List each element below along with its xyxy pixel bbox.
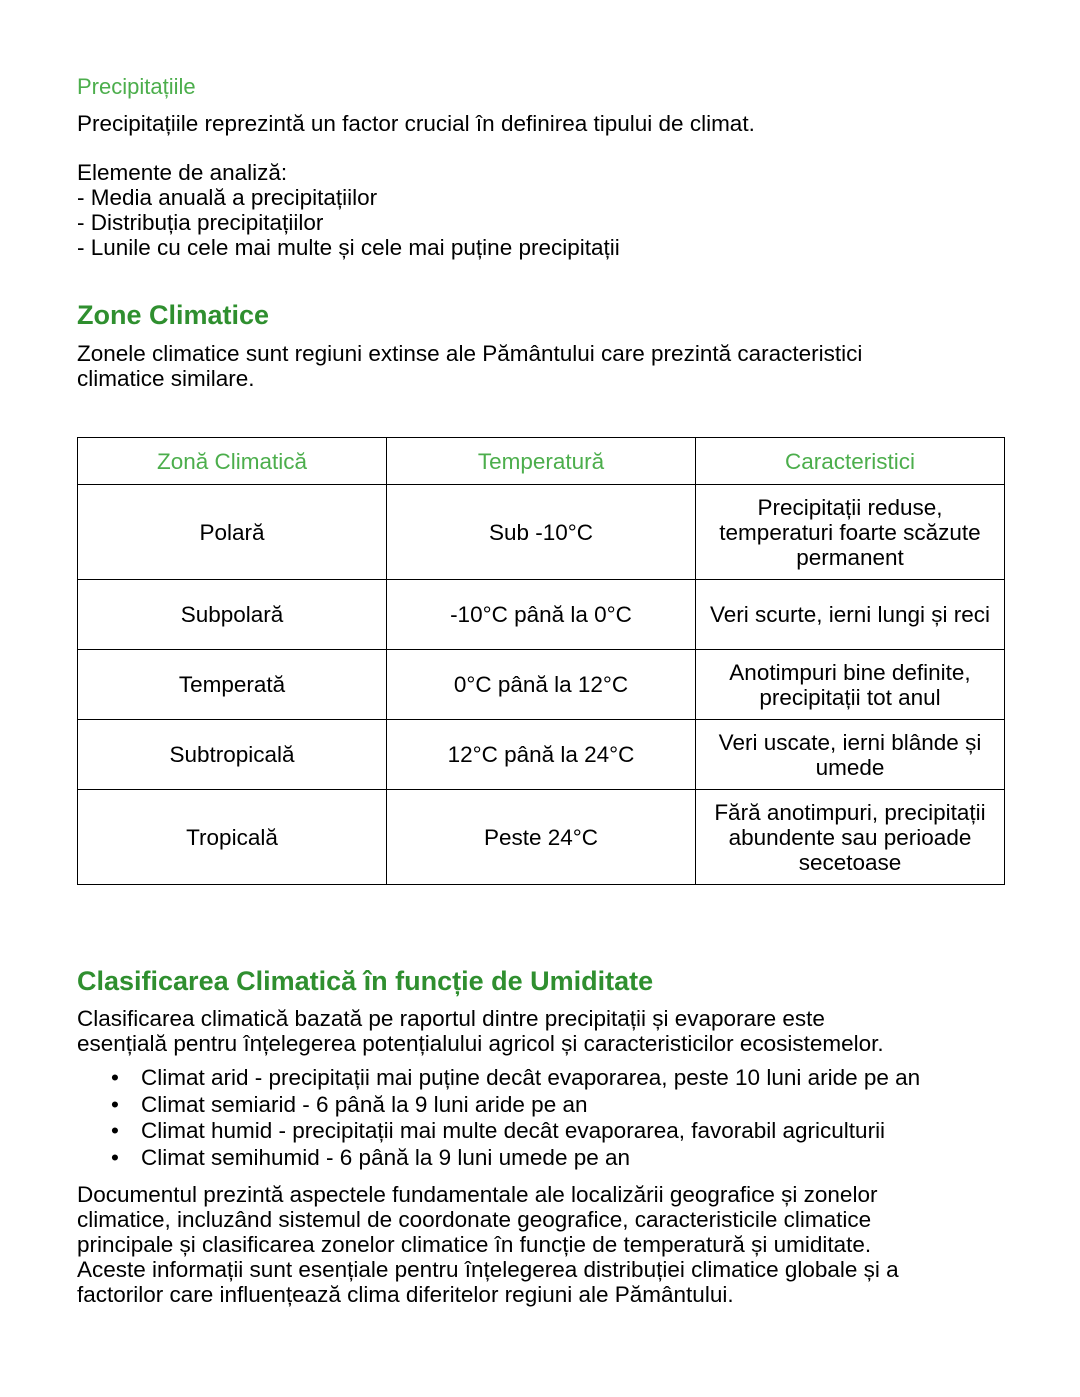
humidity-bullets-block [77,1065,1007,1171]
list-item-text: Climat arid - precipitații mai puține decât evaporarea, peste 10 luni aride pe an [141,1065,921,1090]
table-row [78,650,1005,720]
characteristics-cell: Anotimpuri bine definite, precipitații tot anul [696,650,1005,720]
zone-cell: Subpolară [78,580,387,650]
precipitation-intro: Precipitațiile reprezintă un factor crucial în definirea tipului de climat. [77,111,755,136]
bullet-icon: • [111,1144,119,1170]
zone-cell: Temperată [78,650,387,720]
summary-line: climatice, incluzând sistemul de coordonate geografice, caracteristicile climatice [77,1207,872,1232]
zone-cell: Subtropicală [78,720,387,790]
zones-heading: Zone Climatice [77,300,270,330]
zones-section [77,299,1007,331]
column-header-temperature: Temperatură [387,438,696,485]
temperature-cell: 0°C până la 12°C [387,650,696,720]
table-row [78,580,1005,650]
list-item [77,1145,1007,1172]
table-row [78,720,1005,790]
analysis-elements-title: Elemente de analiză: [77,160,288,185]
summary-line: Aceste informații sunt esențiale pentru înțelegerea distribuției climatice globale și a [77,1257,899,1282]
table-row [78,485,1005,580]
list-item [77,1118,1007,1145]
list-item [77,1065,1007,1092]
zone-cell: Tropicală [78,790,387,885]
column-header-zone: Zonă Climatică [78,438,387,485]
analysis-element-item: - Lunile cu cele mai multe și cele mai puține precipitații [77,235,620,260]
bullet-icon: • [111,1118,119,1143]
zone-cell: Polară [78,485,387,580]
characteristics-cell: Veri uscate, ierni blânde și umede [696,720,1005,790]
humidity-section [77,965,1007,997]
precipitation-intro-block [77,111,1007,136]
analysis-element-item: - Distribuția precipitațiilor [77,210,324,235]
list-item-text: Climat semiarid - 6 până la 9 luni aride pe an [141,1091,588,1117]
summary-paragraph [77,1182,1007,1307]
temperature-cell: -10°C până la 0°C [387,580,696,650]
precipitation-heading: Precipitațiile [77,74,196,99]
summary-line: Documentul prezintă aspectele fundamentale ale localizării geografice și zonelor [77,1182,878,1207]
humidity-intro-line: Clasificarea climatică bazată pe raportul dintre precipitații și evaporare este [77,1006,825,1031]
humidity-intro-block [77,1006,1007,1056]
summary-line: principale și clasificarea zonelor climatice în funcție de temperatură și umiditate. [77,1232,872,1257]
bullet-icon: • [111,1065,119,1090]
characteristics-cell: Veri scurte, ierni lungi și reci [696,580,1005,650]
list-item [77,1092,1007,1119]
analysis-elements [77,160,1007,260]
humidity-bullet-list [77,1065,1007,1171]
temperature-cell: Peste 24°C [387,790,696,885]
zones-intro-line: climatice similare. [77,366,255,391]
temperature-cell: 12°C până la 24°C [387,720,696,790]
zones-intro-block [77,341,1007,391]
characteristics-cell: Precipitații reduse, temperaturi foarte scăzute permanent [696,485,1005,580]
list-item-text: Climat semihumid - 6 până la 9 luni umede pe an [141,1144,631,1170]
zones-intro-line: Zonele climatice sunt regiuni extinse ale Pământului care prezintă caracteristici [77,341,863,366]
list-item-text: Climat humid - precipitații mai multe decât evaporarea, favorabil agriculturii [141,1118,886,1143]
analysis-element-item: - Media anuală a precipitațiilor [77,185,378,210]
temperature-cell: Sub -10°C [387,485,696,580]
table-row [78,790,1005,885]
characteristics-cell: Fără anotimpuri, precipitații abundente sau perioade secetoase [696,790,1005,885]
humidity-heading: Clasificarea Climatică în funcție de Umiditate [77,966,654,996]
summary-line: factorilor care influențează clima diferitelor regiuni ale Pământului. [77,1282,734,1307]
table-header-row [78,438,1005,485]
bullet-icon: • [111,1091,119,1117]
column-header-characteristics: Caracteristici [696,438,1005,485]
climate-zones-table [77,437,1005,885]
humidity-intro-line: esențială pentru înțelegerea potențialului agricol și caracteristicilor ecosistemelor. [77,1031,884,1056]
